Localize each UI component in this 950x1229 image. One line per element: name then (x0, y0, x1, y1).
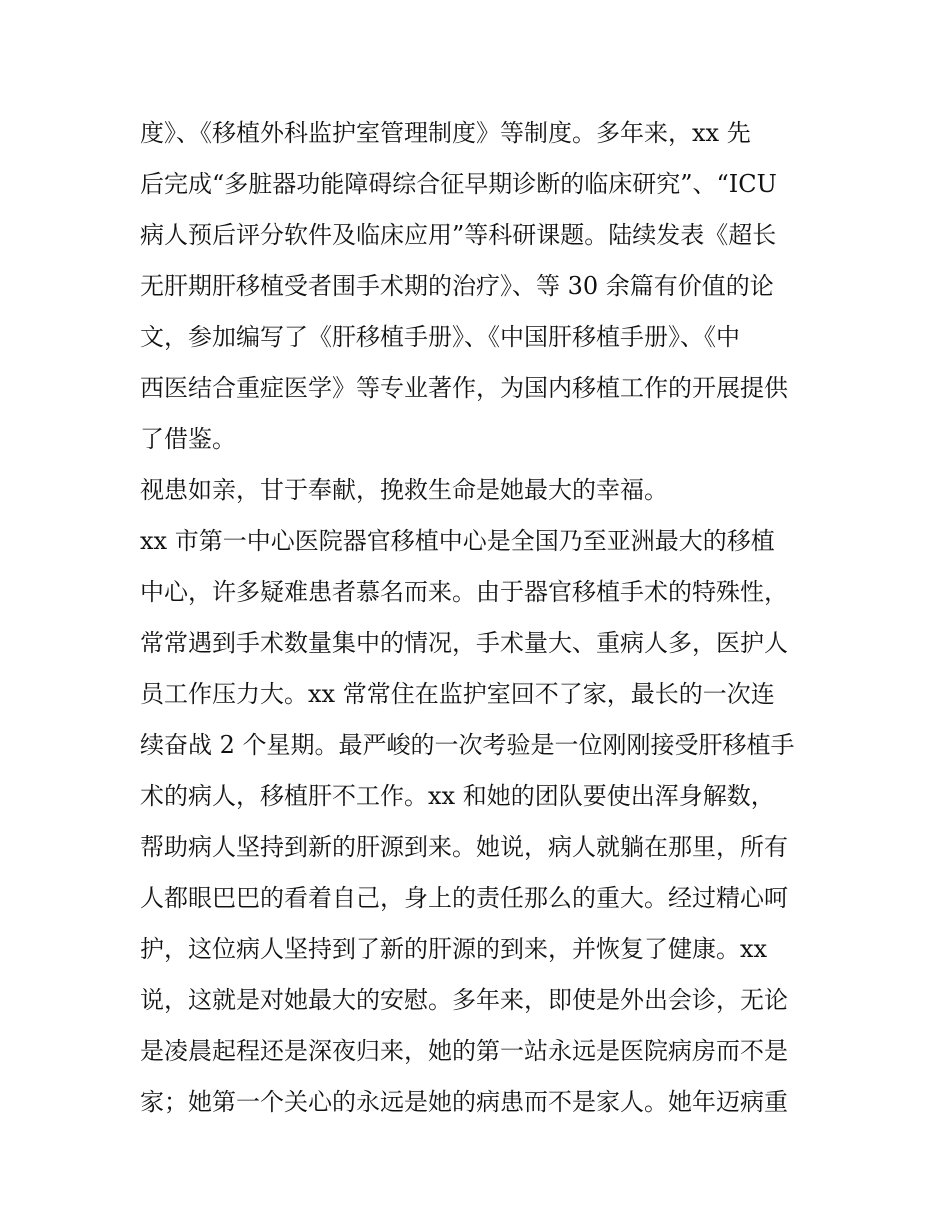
text-line: xx 市第一中心医院器官移植中心是全国乃至亚洲最大的移植 (140, 527, 775, 555)
text-line: 护，这位病人坚持到了新的肝源的到来，并恢复了健康。xx (140, 935, 768, 963)
text-line: 后完成“多脏器功能障碍综合征早期诊断的临床研究”、“ICU (140, 170, 777, 198)
text-line: 病人预后评分软件及临床应用”等科研课题。陆续发表《超长 (140, 221, 777, 249)
text-line: 员工作压力大。xx 常常住在监护室回不了家，最长的一次连 (140, 680, 775, 708)
text-line: 术的病人，移植肝不工作。xx 和她的团队要使出浑身解数， (140, 782, 775, 810)
text-line: 人都眼巴巴的看着自己，身上的责任那么的重大。经过精心呵 (140, 884, 788, 912)
text-line: 了借鉴。 (140, 425, 236, 453)
section-heading-line: 视患如亲，甘于奉献，挽救生命是她最大的幸福。 (140, 476, 668, 504)
text-line: 说，这就是对她最大的安慰。多年来，即使是外出会诊，无论 (140, 986, 788, 1014)
text-line: 帮助病人坚持到新的肝源到来。她说，病人就躺在那里，所有 (140, 833, 788, 861)
text-line: 是凌晨起程还是深夜归来，她的第一站永远是医院病房而不是 (140, 1037, 788, 1065)
body-text (140, 108, 820, 1128)
text-line: 文，参加编写了《肝移植手册》、《中国肝移植手册》、《中 (140, 323, 740, 351)
text-line: 度》、《移植外科监护室管理制度》等制度。多年来，xx 先 (140, 119, 751, 147)
text-line: 西医结合重症医学》等专业著作，为国内移植工作的开展提供 (140, 374, 788, 402)
text-line: 无肝期肝移植受者围手术期的治疗》、等 30 余篇有价值的论 (140, 272, 774, 300)
text-line: 家；她第一个关心的永远是她的病患而不是家人。她年迈病重 (140, 1088, 788, 1116)
text-line: 中心，许多疑难患者慕名而来。由于器官移植手术的特殊性， (140, 578, 788, 606)
text-line: 常常遇到手术数量集中的情况，手术量大、重病人多，医护人 (140, 629, 788, 657)
text-line: 续奋战 2 个星期。最严峻的一次考验是一位刚刚接受肝移植手 (140, 731, 795, 759)
